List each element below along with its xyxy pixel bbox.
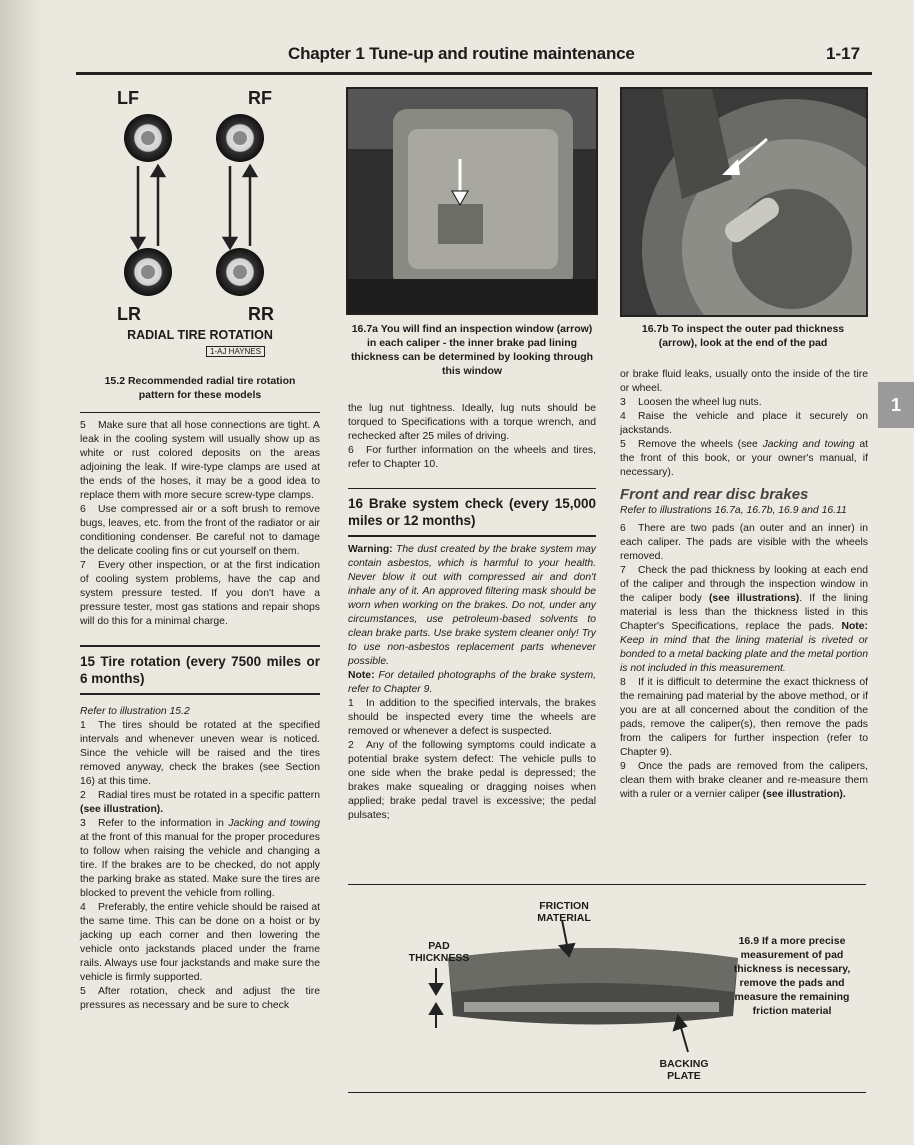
paragraph: 4 Preferably, the entire vehicle should be raised at the same time. This can be done on a hoist or by jacking up each corner and then lowering the vehicle onto jackstands placed under the frame rails. Always use four jackstands and make sure the vehicle is firmly supported. [80, 902, 320, 983]
page-gutter-shadow [0, 0, 42, 1145]
figure-15-2-caption: 15.2 Recommended radial tire rotation pattern for these models [104, 375, 296, 401]
paragraph: 7 Every other inspection, or at the first indication of cooling system problems, have the cap and system pressure tested. If you don't have a pressure tester, most gas stations and repair shops will do this for a minimal charge. [80, 560, 320, 627]
paragraph: 1 In addition to the specified intervals, the brakes should be inspected every time the wheels are removed or whenever a defect is suspected. [348, 698, 596, 737]
label-lf: LF [117, 88, 139, 108]
rotation-arrows-icon [132, 166, 256, 248]
section-16-heading: 16 Brake system check (every 15,000 miles or 12 months) [348, 496, 596, 528]
paragraph: 6 Use compressed air or a soft brush to remove bugs, leaves, etc. from the front of the radiator or air conditioning condenser. Be careful not to damage the delicate cooling fins or cut yourself on them. [80, 504, 320, 557]
haynes-stamp: 1-AJ HAYNES [206, 346, 265, 357]
photo-16-7a [346, 87, 598, 315]
divider [80, 412, 320, 413]
header-rule [76, 72, 872, 75]
page-number: 1-17 [826, 44, 861, 63]
paragraph: 6 For further information on the wheels and tires, refer to Chapter 10. [348, 445, 596, 470]
divider [348, 488, 596, 489]
column-2 [348, 402, 596, 823]
paragraph: 3 Loosen the wheel lug nuts. [620, 397, 762, 408]
figure-16-7a-caption: 16.7a You will find an inspection window (arrow) in each caliper - the inner brake pad lining thickness can be determined by looking through this window [350, 323, 594, 377]
illustration-ref: Refer to illustrations 16.7a, 16.7b, 16.9 and 16.11 [620, 505, 847, 516]
divider [80, 693, 320, 695]
tire-lr-icon [124, 248, 172, 296]
paragraph: the lug nut tightness. Ideally, lug nuts should be torqued to Specifications with a torque wrench, and rechecked after 25 miles of driving. [348, 403, 596, 442]
paragraph: or brake fluid leaks, usually onto the inside of the tire or wheel. [620, 369, 868, 394]
paragraph: 9 Once the pads are removed from the calipers, clean them with brake cleaner and re-measure them with a ruler or a vernier caliper (see illustration). [620, 761, 868, 800]
paragraph: 6 There are two pads (an outer and an inner) in each caliper. The pads are visible with the wheels removed. [620, 523, 868, 562]
paragraph: 3 Refer to the information in Jacking and towing at the front of this manual for the proper procedures to follow when raising the vehicle and changing a tire. If the brakes are to be checked, do not apply the parking brake as stated. Make sure the tires are blocked to prevent the vehicle from rolling. [80, 818, 320, 899]
label-rf: RF [248, 88, 272, 108]
rotor-photo-icon [622, 89, 866, 315]
chapter-tab: 1 [878, 382, 914, 428]
illustration-ref: Refer to illustration 15.2 [80, 706, 190, 717]
paragraph: 1 The tires should be rotated at the specified intervals and whenever uneven wear is noticed. Since the vehicle will be raised and the tires removed anyway, check the brakes (see Section 16) at this time. [80, 720, 320, 787]
label-rr: RR [248, 304, 274, 324]
divider [80, 645, 320, 647]
photo-16-7b [620, 87, 868, 317]
figure-16-7b-caption: 16.7b To inspect the outer pad thickness (arrow), look at the end of the pad [641, 323, 845, 349]
note-paragraph: Note: For detailed photographs of the brake system, refer to Chapter 9. [348, 670, 596, 695]
paragraph: 2 Any of the following symptoms could indicate a potential brake system defect: The vehicle pulls to one side when the brake pedal is depressed; the brakes make squealing or dragging noises when applied; brake pedal travel is excessive; the pedal pulsates; [348, 740, 596, 821]
paragraph: 7 Check the pad thickness by looking at each end of the caliper and through the inspection window in the caliper body (see illustrations). If the lining material is less than the thickness listed in this Chapter's Specifications, replace the pads. Note: Keep in mind that the lining material is riveted or bonded to a metal backing plate and the metal portion is not included in this measurement. [620, 565, 868, 674]
paragraph: 2 Radial tires must be rotated in a specific pattern (see illustration). [80, 790, 320, 815]
tire-rr-icon [216, 248, 264, 296]
warning-paragraph: Warning: The dust created by the brake system may contain asbestos, which is harmful to your health. Never blow it out with compressed air and don't inhale any of it. An approved filtering mask should be worn when working on the brakes. Do not, under any circumstances, use petroleum-based solvents to clean brake parts. Use brake system cleaner only! Try to use non-asbestos replacement parts whenever possible. [348, 544, 596, 667]
label-lr: LR [117, 304, 141, 324]
column-1 [80, 408, 320, 1013]
caliper-photo-icon [348, 89, 596, 313]
paragraph: 5 Make sure that all hose connections are tight. A leak in the cooling system will usually show up as white or rust colored deposits on the areas adjoining the leak. If wire-type clamps are used at the ends of the hoses, it may be a good idea to replace them with more secure screw-type clamps. [80, 420, 320, 501]
tire-rf-icon [216, 114, 264, 162]
paragraph: 5 After rotation, check and adjust the tire pressures as necessary and be sure to check [80, 986, 320, 1011]
paragraph: 5 Remove the wheels (see Jacking and towing at the front of this book, or your owner's manual, if necessary). [620, 439, 868, 478]
figure-16-9-top-rule [348, 884, 866, 885]
figure-15-2 [80, 82, 320, 412]
friction-material-label: FRICTION MATERIAL [537, 900, 591, 924]
figure-16-9-caption: 16.9 If a more precise measurement of pad thickness is necessary, remove the pads and measure the remaining friction material [733, 935, 851, 1017]
paragraph: 4 Raise the vehicle and place it securely on jackstands. [620, 411, 868, 436]
section-15-heading: 15 Tire rotation (every 7500 miles or 6 months) [80, 654, 320, 686]
divider [348, 535, 596, 537]
subsection-heading: Front and rear disc brakes [620, 486, 809, 503]
backing-plate-label: BACKING PLATE [659, 1058, 709, 1082]
pad-thickness-label: PAD THICKNESS [408, 940, 470, 964]
column-3 [620, 368, 868, 802]
chapter-header: Chapter 1 Tune-up and routine maintenance [288, 44, 635, 63]
rotation-title: RADIAL TIRE ROTATION [127, 328, 273, 342]
figure-16-9 [348, 888, 866, 1088]
figure-16-9-bottom-rule [348, 1092, 866, 1093]
paragraph: 8 If it is difficult to determine the exact thickness of the remaining pad material by the above method, or if you are at all concerned about the condition of the pads, remove the caliper(s), then remove the pads from the calipers for further inspection (refer to Chapter 9). [620, 677, 868, 758]
tire-lf-icon [124, 114, 172, 162]
